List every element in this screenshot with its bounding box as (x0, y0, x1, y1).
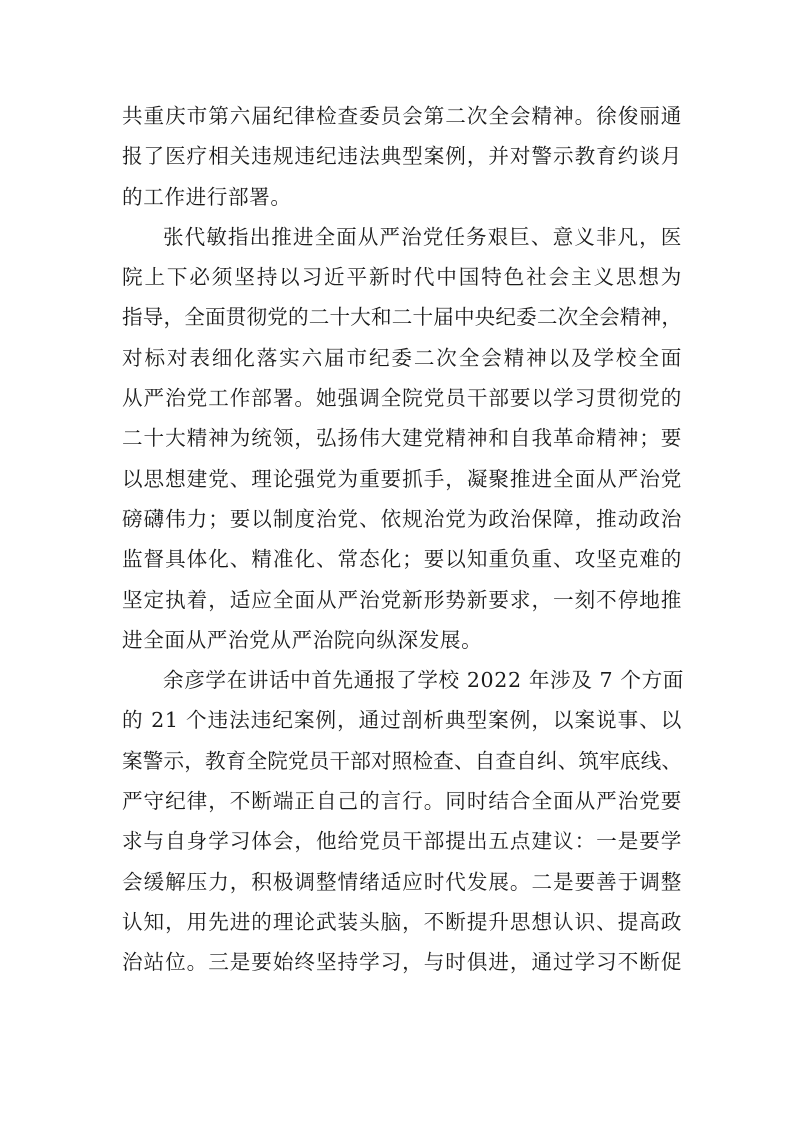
paragraph-1-line-3: 的工作进行部署。 (122, 184, 292, 209)
paragraph-2-line-11: 进全面从严治党从严治院向纵深发展。 (122, 627, 483, 652)
paragraph-3-line-3: 案警示，教育全院党员干部对照检查、自查自纠、筑牢底线、 (122, 748, 682, 773)
body-text (122, 96, 682, 983)
paragraph-3-line-1: 余彦学在讲话中首先通报了学校 2022 年涉及 7 个方面 (163, 668, 684, 693)
paragraph-3-line-6: 会缓解压力，积极调整情绪适应时代发展。二是要善于调整 (122, 869, 682, 894)
paragraph-2-line-8: 磅礴伟力；要以制度治党、依规治党为政治保障，推动政治 (122, 506, 682, 531)
paragraph-2-line-3: 指导，全面贯彻党的二十大和二十届中央纪委二次全会精神， (122, 305, 682, 330)
paragraph-3-line-5: 求与自身学习体会，他给党员干部提出五点建议：一是要学 (122, 829, 682, 854)
paragraph-2-line-10: 坚定执着，适应全面从严治党新形势新要求，一刻不停地推 (122, 587, 682, 612)
paragraph-1-line-2: 报了医疗相关违规违纪违法典型案例，并对警示教育约谈月 (122, 144, 682, 169)
paragraph-3-line-4: 严守纪律，不断端正自己的言行。同时结合全面从严治党要 (122, 789, 682, 814)
paragraph-3-line-7: 认知，用先进的理论武装头脑，不断提升思想认识、提高政 (122, 909, 682, 934)
paragraph-3-line-2: 的 21 个违法违纪案例，通过剖析典型案例，以案说事、以 (122, 708, 682, 733)
paragraph-2-line-5: 从严治党工作部署。她强调全院党员干部要以学习贯彻党的 (122, 386, 682, 411)
paragraph-3-line-8: 治站位。三是要始终坚持学习，与时俱进，通过学习不断促 (122, 950, 682, 975)
paragraph-2-line-7: 以思想建党、理论强党为重要抓手，凝聚推进全面从严治党 (122, 466, 682, 491)
paragraph-2-line-1: 张代敏指出推进全面从严治党任务艰巨、意义非凡，医 (163, 224, 682, 249)
paragraph-2-line-6: 二十大精神为统领，弘扬伟大建党精神和自我革命精神；要 (122, 426, 682, 451)
paragraph-2-line-4: 对标对表细化落实六届市纪委二次全会精神以及学校全面 (122, 345, 682, 370)
paragraph-2-line-2: 院上下必须坚持以习近平新时代中国特色社会主义思想为 (122, 265, 682, 290)
paragraph-1-line-1: 共重庆市第六届纪律检查委员会第二次全会精神。徐俊丽通 (122, 104, 682, 128)
paragraph-2-line-9: 监督具体化、精准化、常态化；要以知重负重、攻坚克难的 (122, 547, 682, 572)
